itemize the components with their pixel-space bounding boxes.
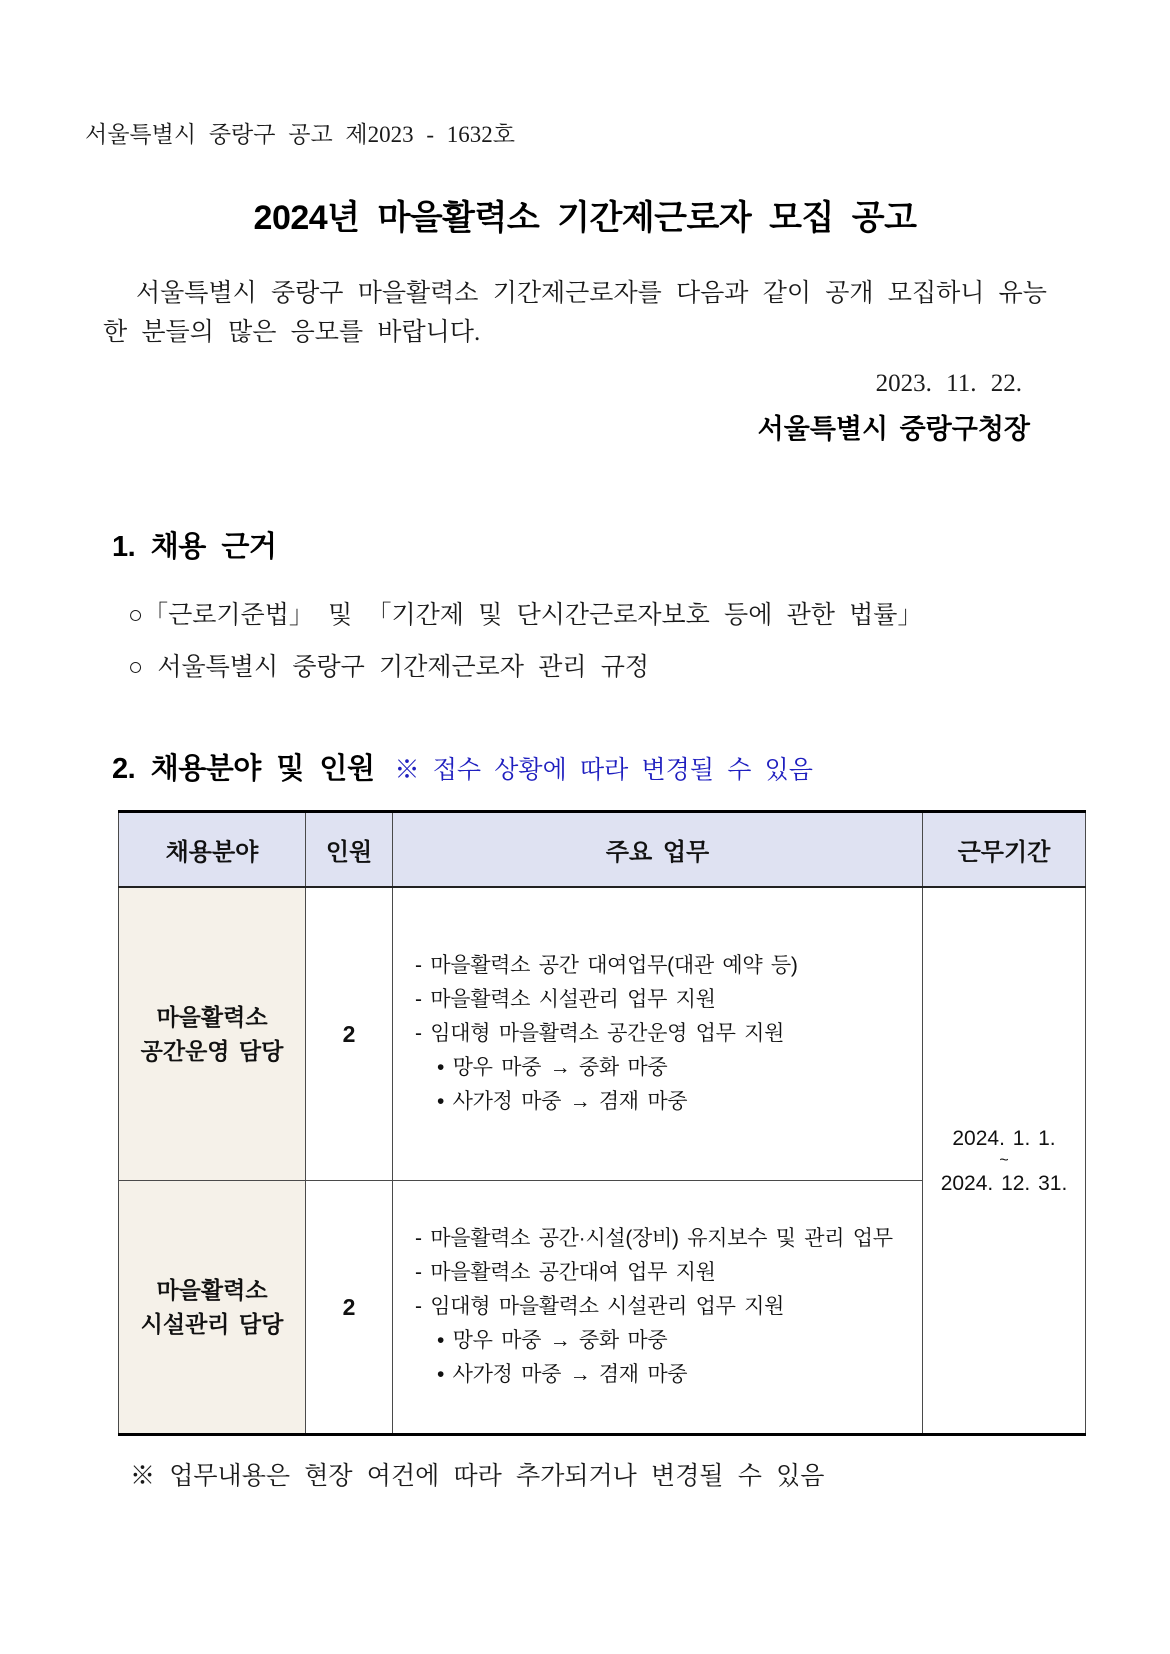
change-note: ※ 접수 상황에 따라 변경될 수 있음 xyxy=(394,757,813,784)
task-subline: • 사가정 마중 → 겸재 마중 xyxy=(437,1363,688,1386)
table-row xyxy=(119,887,1086,1181)
category-line: 공간운영 담당 xyxy=(140,1038,284,1064)
tasks-cell xyxy=(393,1181,923,1435)
period-end: 2024. 12. 31. xyxy=(940,1171,1068,1195)
legal-basis-list xyxy=(128,590,1170,694)
notice-number: 서울특별시 중랑구 공고 제2023 - 1632호 xyxy=(85,122,516,147)
task-subline: • 사가정 마중 → 겸재 마중 xyxy=(437,1090,688,1113)
section2-heading-text: 2. 채용분야 및 인원 xyxy=(112,753,375,785)
category-line: 마을활력소 xyxy=(156,1004,268,1030)
category-line: 시설관리 담당 xyxy=(140,1311,284,1337)
category-cell xyxy=(119,1181,306,1435)
announcement-date: 2023. 11. 22. xyxy=(875,370,1022,397)
task-line: - 마을활력소 공간대여 업무 지원 xyxy=(415,1261,716,1284)
section1-heading: 1. 채용 근거 xyxy=(112,531,277,563)
section2-heading xyxy=(112,752,1170,788)
period-tilde: ~ xyxy=(999,1151,1009,1169)
task-line: - 임대형 마을활력소 시설관리 업무 지원 xyxy=(415,1295,785,1318)
column-header-period: 근무기간 xyxy=(923,812,1086,888)
task-subline: • 망우 마중 → 중화 마중 xyxy=(437,1329,668,1352)
category-line: 마을활력소 xyxy=(156,1277,268,1303)
headcount-cell: 2 xyxy=(306,887,393,1181)
column-header-duties: 주요 업무 xyxy=(393,812,923,888)
legal-basis-item: ○「근로기준법」 및 「기간제 및 단시간근로자보호 등에 관한 법률」 xyxy=(128,602,923,629)
legal-basis-item: ○ 서울특별시 중랑구 기간제근로자 관리 규정 xyxy=(128,654,650,681)
signer-name: 서울특별시 중랑구청장 xyxy=(757,414,1030,444)
task-line: - 마을활력소 공간 대여업무(대관 예약 등) xyxy=(415,954,798,977)
headcount-cell: 2 xyxy=(306,1181,393,1435)
recruitment-table xyxy=(118,810,1086,1436)
table-footnote: ※ 업무내용은 현장 여건에 따라 추가되거나 변경될 수 있음 xyxy=(130,1463,825,1490)
column-header-headcount: 인원 xyxy=(306,812,393,888)
table-header-row xyxy=(119,812,1086,888)
task-line: - 마을활력소 시설관리 업무 지원 xyxy=(415,988,716,1011)
period-cell xyxy=(923,887,1086,1435)
intro-paragraph: 서울특별시 중랑구 마을활력소 기간제근로자를 다음과 같이 공개 모집하니 유능한 분들의 많은 응모를 바랍니다. xyxy=(103,280,1047,346)
tasks-cell xyxy=(393,887,923,1181)
task-subline: • 망우 마중 → 중화 마중 xyxy=(437,1056,668,1079)
column-header-field: 채용분야 xyxy=(119,812,306,888)
task-line: - 임대형 마을활력소 공간운영 업무 지원 xyxy=(415,1022,785,1045)
task-line: - 마을활력소 공간·시설(장비) 유지보수 및 관리 업무 xyxy=(415,1227,893,1250)
category-cell xyxy=(119,887,306,1181)
period-start: 2024. 1. 1. xyxy=(952,1126,1056,1150)
page-title: 2024년 마을활력소 기간제근로자 모집 공고 xyxy=(253,199,917,237)
